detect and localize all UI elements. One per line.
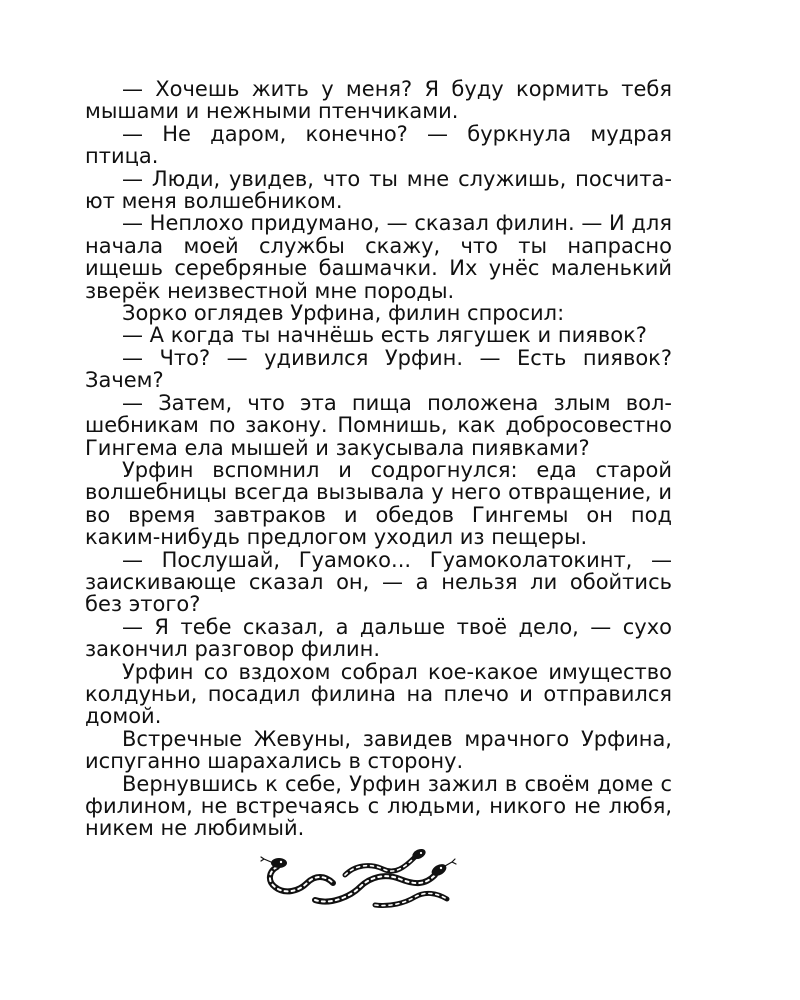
paragraph: — Хочешь жить у меня? Я буду кормить тебя мышами и нежными птенчиками. bbox=[85, 77, 672, 124]
paragraph: — Что? — удивился Урфин. — Есть пиявок? Зачем? bbox=[85, 345, 672, 393]
page-text bbox=[85, 78, 672, 840]
paragraph: — Не даром, конечно? — буркнула мудрая птица. bbox=[85, 121, 672, 169]
paragraph: — Неплохо придумано, — сказал филин. — И для начала моей службы скажу, что ты напрасно ищешь серебряные башмачки. Их унёс маленький зверёк неизвестной мне породы. bbox=[85, 211, 672, 303]
paragraph: Встречные Жевуны, завидев мрачного Урфина, испуганно шарахались в сторону. bbox=[85, 726, 672, 774]
paragraph: — Люди, увидев, что ты мне служишь, посчитают меня волшебником. bbox=[85, 166, 672, 214]
paragraph: — А когда ты начнёшь есть лягушек и пиявок? bbox=[122, 323, 647, 348]
snakes-ornament-icon bbox=[255, 845, 460, 910]
paragraph: Урфин со вздохом собрал кое-какое имущество колдуньи, посадил филина на плечо и отправился домой. bbox=[85, 659, 672, 729]
paragraph: — Затем, что эта пища положена злым волшебникам по закону. Помнишь, как добросовестно Гингема ела мышей и закусывала пиявками? bbox=[85, 390, 672, 460]
paragraph: — Послушай, Гуамоко... Гуамоколатокинт, — заискивающе сказал он, — а нельзя ли обойтись без этого? bbox=[85, 547, 672, 617]
paragraph: Урфин вспомнил и содрогнулся: еда старой волшебницы всегда вызывала у него отвращение, и во время завтраков и обедов Гингемы он под каким-нибудь предлогом уходил из пещеры. bbox=[85, 457, 672, 550]
paragraph: Вернувшись к себе, Урфин зажил в своём доме с филином, не встречаясь с людьми, никого не любя, никем не любимый. bbox=[85, 771, 672, 841]
paragraph: — Я тебе сказал, а дальше твоё дело, — сухо закончил разговор филин. bbox=[85, 614, 672, 662]
paragraph: Зорко оглядев Урфина, филин спросил: bbox=[122, 301, 565, 326]
